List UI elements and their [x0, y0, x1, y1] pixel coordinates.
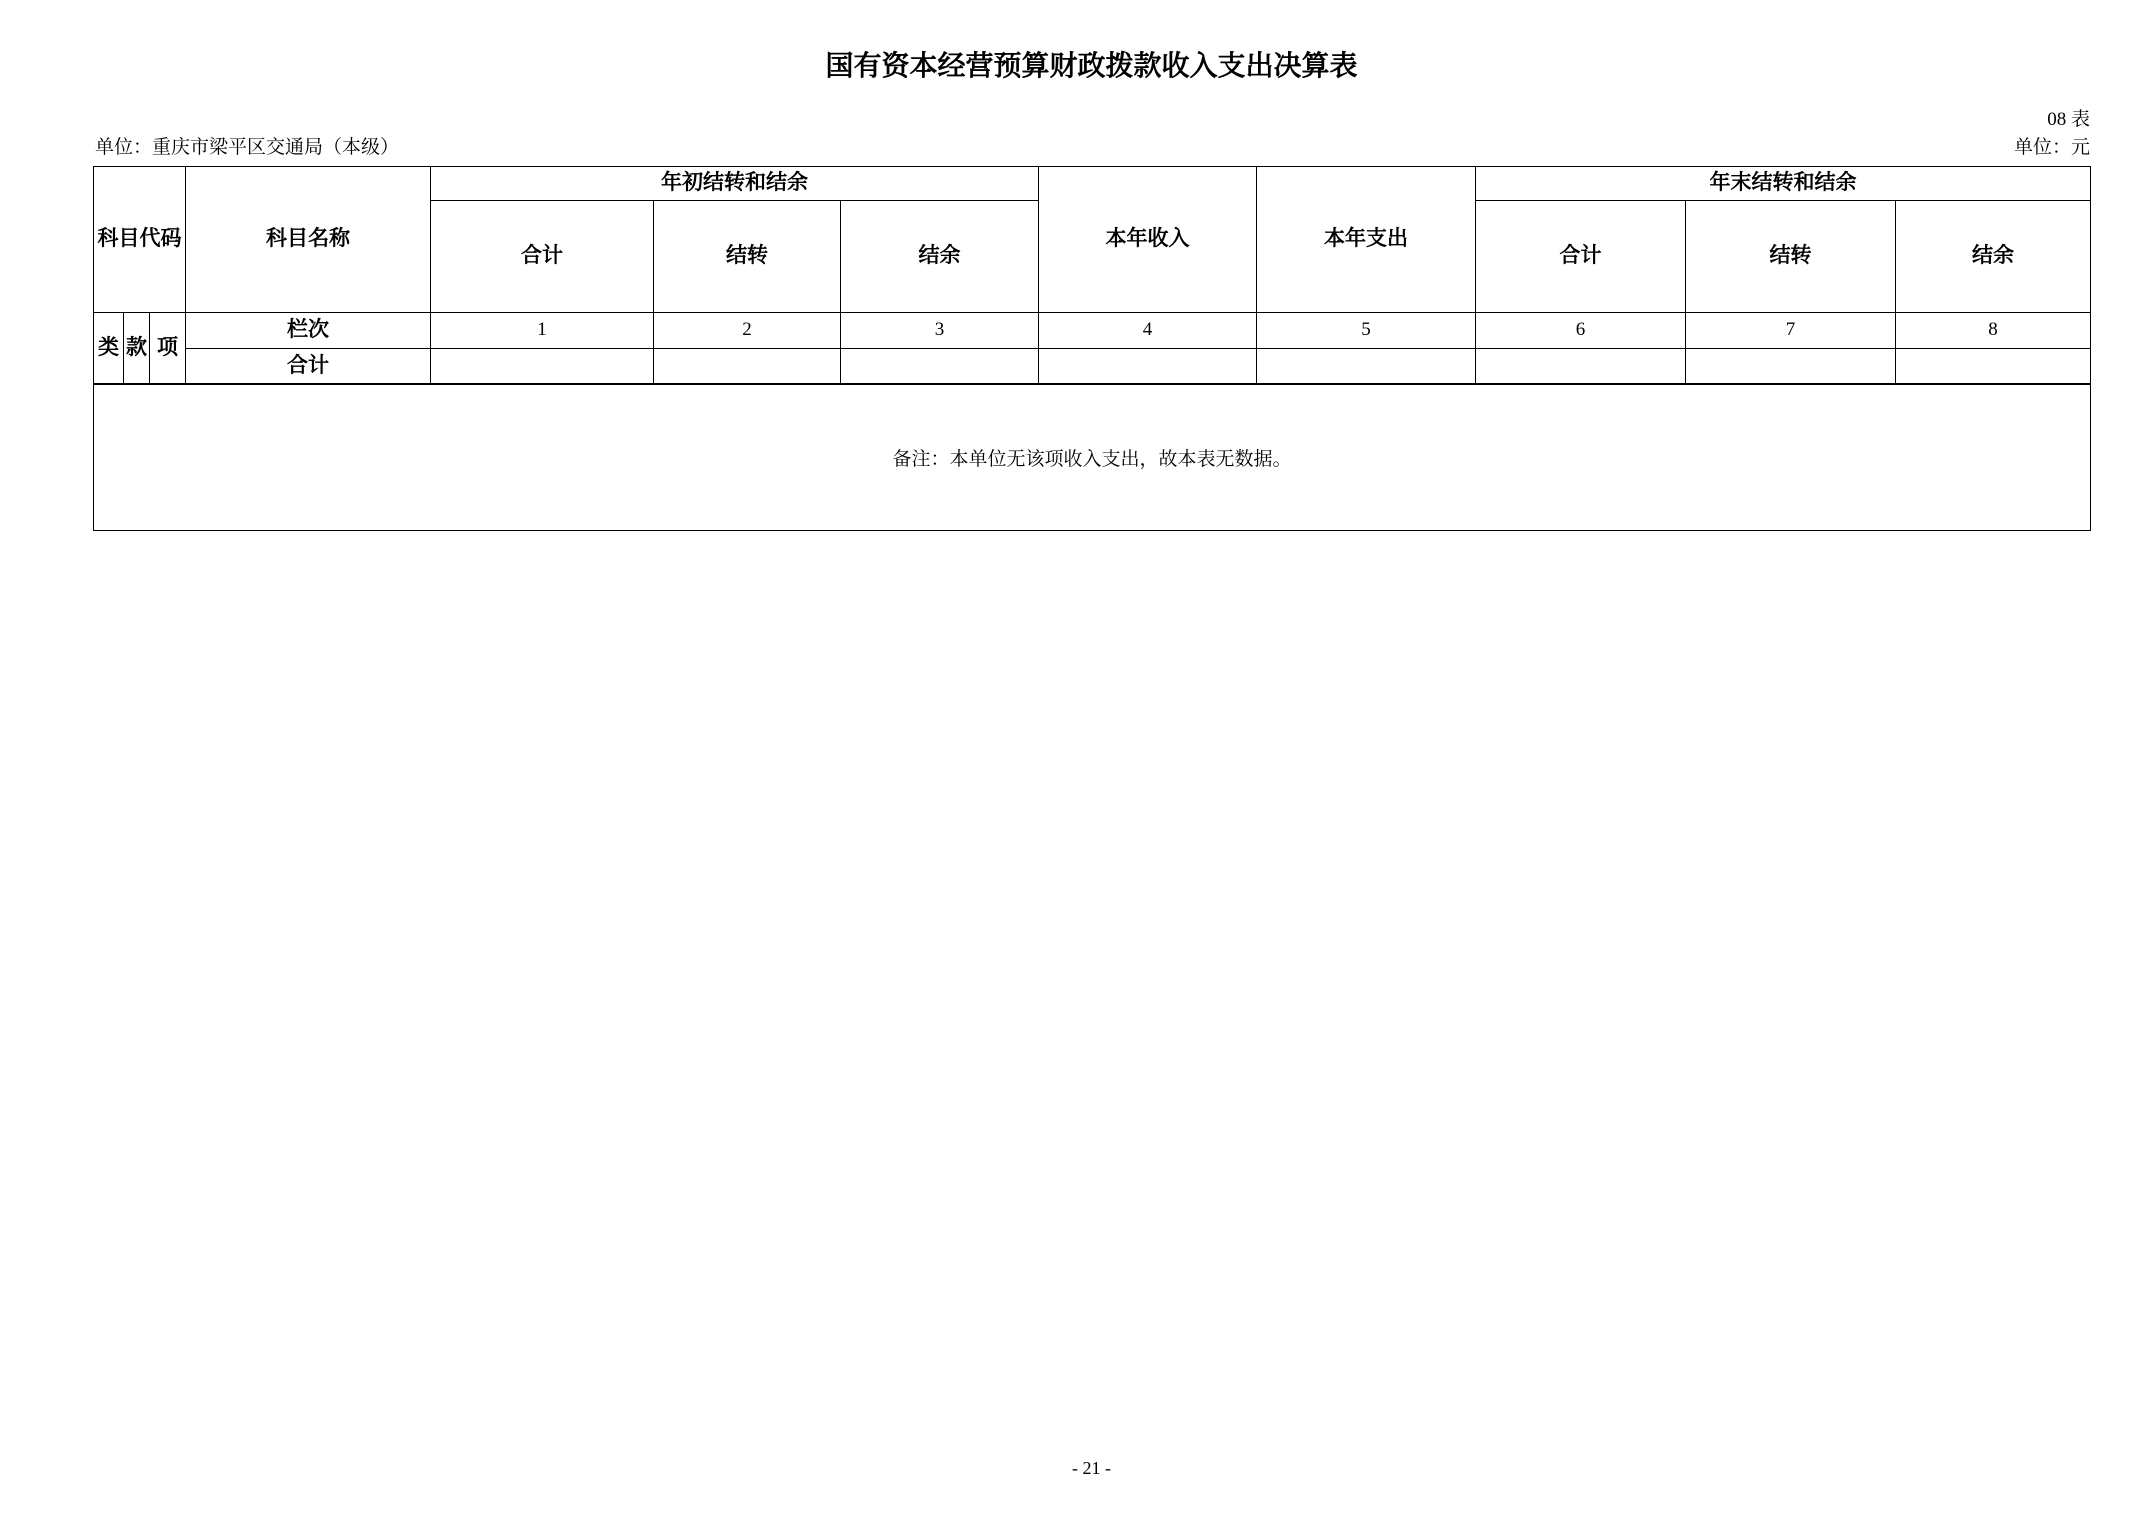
header-end-total: 合计: [1476, 200, 1686, 312]
column-index-4: 4: [1039, 312, 1257, 348]
header-end-balance: 结余: [1896, 200, 2091, 312]
row-label-lanci: 栏次: [186, 312, 431, 348]
header-subject-name: 科目名称: [186, 167, 431, 313]
remark-note: 备注：本单位无该项收入支出，故本表无数据。: [94, 384, 2091, 530]
header-current-expense: 本年支出: [1257, 167, 1476, 313]
header-begin-year-group: 年初结转和结余: [431, 167, 1039, 201]
page-title: 国有资本经营预算财政拨款收入支出决算表: [825, 50, 1358, 81]
header-begin-total: 合计: [431, 200, 654, 312]
column-index-6: 6: [1476, 312, 1686, 348]
total-cell-8: [1896, 348, 2091, 384]
form-number: 08 表: [2047, 109, 2090, 130]
header-begin-carryover: 结转: [654, 200, 841, 312]
header-current-income: 本年收入: [1039, 167, 1257, 313]
column-index-2: 2: [654, 312, 841, 348]
column-index-5: 5: [1257, 312, 1476, 348]
header-code-item: 项: [150, 312, 186, 384]
header-begin-balance: 结余: [841, 200, 1039, 312]
total-cell-4: [1039, 348, 1257, 384]
total-cell-7: [1686, 348, 1896, 384]
header-end-carryover: 结转: [1686, 200, 1896, 312]
column-index-7: 7: [1686, 312, 1896, 348]
total-cell-6: [1476, 348, 1686, 384]
header-subject-code: 科目代码: [94, 167, 186, 313]
header-end-year-group: 年末结转和结余: [1476, 167, 2091, 201]
total-cell-3: [841, 348, 1039, 384]
unit-currency: 单位：元: [2013, 137, 2090, 158]
header-code-class: 类: [94, 312, 124, 384]
row-label-total: 合计: [186, 348, 431, 384]
unit-name: 单位：重庆市梁平区交通局（本级）: [95, 137, 400, 158]
column-index-3: 3: [841, 312, 1039, 348]
total-cell-5: [1257, 348, 1476, 384]
final-accounts-table: [93, 166, 2091, 531]
column-index-1: 1: [431, 312, 654, 348]
column-index-8: 8: [1896, 312, 2091, 348]
page-number: - 21 -: [1072, 1458, 1111, 1478]
total-cell-1: [431, 348, 654, 384]
header-code-section: 款: [124, 312, 150, 384]
total-cell-2: [654, 348, 841, 384]
